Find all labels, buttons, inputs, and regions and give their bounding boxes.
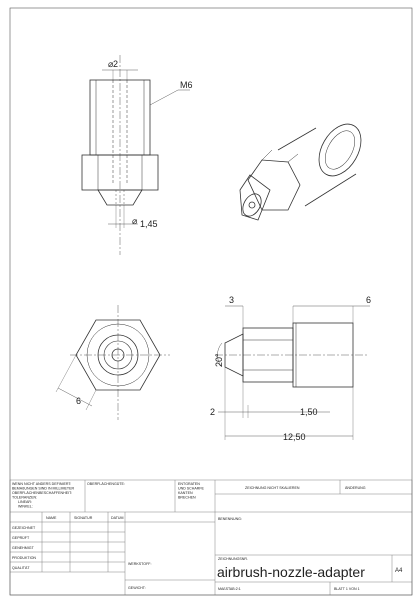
tb-designation-label: BENENNUNG: (218, 517, 242, 521)
diameter-symbol: ⌀ (108, 59, 114, 69)
tb-scale-label: MAßSTAB:2:1 (218, 587, 241, 591)
tb-material-label: WERKSTOFF: (128, 562, 152, 566)
tb-edges-3: KANTEN (178, 491, 193, 495)
tb-row-checked: GEPRÜFT (12, 536, 30, 540)
dim-side-mid: 1,50 (300, 407, 318, 417)
tb-note-2: BEMAßUNGEN SIND IN MILLIMETER (12, 486, 75, 491)
tb-format: A4 (395, 568, 403, 574)
diameter-symbol: ⌀ (132, 216, 138, 226)
iso-tube-inner (319, 126, 361, 174)
tb-row-quality: QUALITÄT (12, 566, 30, 570)
iso-hex-edge (288, 154, 298, 162)
tb-surface-label: OBERFLÄCHENGÜTE: (87, 482, 125, 486)
iso-nozzle-hole (249, 202, 255, 208)
iso-tube-edge (278, 128, 316, 150)
dim-side-top-right: 6 (366, 295, 372, 305)
dim-side-angle: 20° (214, 353, 224, 367)
side-view (215, 306, 370, 440)
ext-line (86, 390, 96, 410)
dim-side-total: 12,50 (283, 432, 306, 442)
dim-side-bottom-left: 2 (210, 407, 216, 417)
tb-drawing-no-label: ZEICHNUNGSNR. (218, 557, 248, 561)
iso-hex-edge (262, 150, 272, 160)
sheet-border (10, 8, 412, 595)
tb-revision-label: ÄNDERUNG (345, 486, 366, 490)
iso-tube-end (310, 117, 369, 183)
dim-front-diameter-bottom: 1,45 (140, 219, 158, 229)
iso-tube-edge (305, 174, 356, 206)
dim-hex-width: 6 (76, 396, 82, 406)
m6-leader (150, 90, 190, 105)
ext-line (56, 355, 76, 392)
dim-front-diameter-top: 2 (113, 59, 119, 69)
tb-col-name: NAME (46, 516, 57, 520)
part-name: airbrush-nozzle-adapter (217, 564, 365, 580)
tb-scale-note: ZEICHNUNG NICHT SKALIEREN (245, 486, 300, 490)
dim-line (58, 388, 92, 406)
tb-note-1: WENN NICHT ANDERS DEFINIERT: (12, 482, 72, 486)
tb-note-6: WINKEL: (18, 504, 33, 509)
dim-side-top-left: 3 (229, 295, 235, 305)
tb-row-drawn: GEZEICHNET (12, 526, 36, 530)
tb-col-signature: SIGNATUR (74, 516, 93, 520)
tb-edges-2: UND SCHARFE (178, 486, 204, 491)
thread-label: M6 (180, 80, 193, 90)
tb-note-4: TOLERANZEN: (12, 495, 38, 500)
tb-sheet-label: BLATT 1 VON 1 (334, 587, 360, 591)
tb-edges-1: ENTGRATEN (178, 482, 200, 486)
tb-edges-4: BRECHEN (178, 495, 196, 500)
tb-note-3: OBERFLÄCHENBESCHAFFENHEIT: (12, 491, 72, 495)
tb-row-production: PRODUKTION (12, 556, 36, 560)
tb-weight-label: GEWICHT: (128, 586, 146, 590)
tb-col-date: DATUM (111, 516, 124, 520)
isometric-view (239, 117, 370, 220)
tb-note-5: LINEAR: (18, 500, 32, 504)
tb-row-approved: GENEHMIGT (12, 546, 34, 550)
left-view (56, 305, 170, 420)
iso-hex (248, 160, 300, 210)
